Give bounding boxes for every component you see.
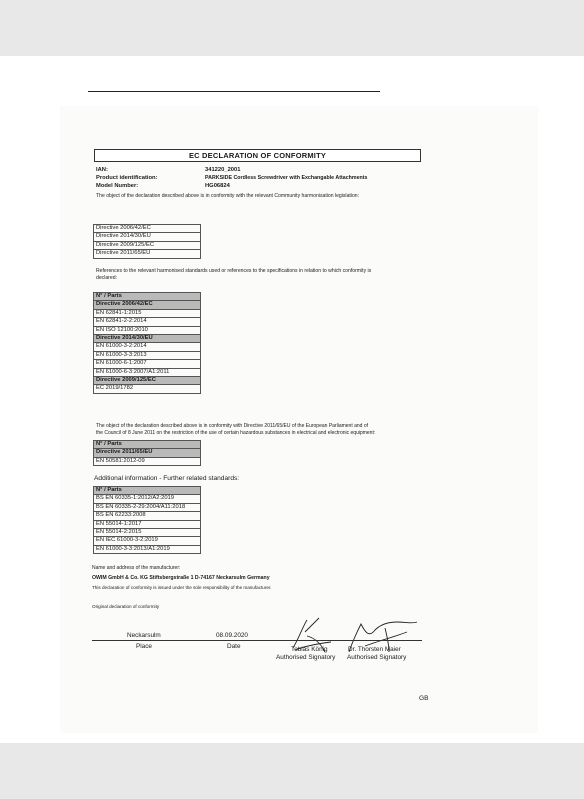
declaration-title: EC DECLARATION OF CONFORMITY xyxy=(188,151,327,160)
table-row xyxy=(94,351,201,359)
signatory-2-name: Dr. Thorsten Maier xyxy=(348,646,401,653)
table-header: N° / Parts xyxy=(94,487,201,495)
rohs-table xyxy=(93,440,201,466)
standard-cell: EN 55014-2:2015 xyxy=(94,529,201,537)
group-header: Directive 2006/42/EC xyxy=(94,301,201,309)
signature-rule xyxy=(92,640,422,641)
model-label: Model Number: xyxy=(96,183,139,189)
place-value: Neckarsulm xyxy=(127,632,161,639)
standard-cell: EN 61000-3-3:2013 xyxy=(94,351,201,359)
table-row xyxy=(94,250,201,258)
additional-info: Additional information - Further related standards: xyxy=(94,475,240,482)
signatory-2-role: Authorised Signatory xyxy=(347,654,407,661)
group-header: Directive 2009/125/EC xyxy=(94,377,201,385)
references-text-1: References to the relevant harmonised standards used or references to the specifications in relation to which conformity is xyxy=(96,268,372,274)
rohs-text-2: the Council of 8 June 2011 on the restriction of the use of certain hazardous substances in electrical and electronic equipment: xyxy=(96,430,376,436)
responsibility-text: This declaration of conformity is issued under the sole responsibility of the manufacturer. xyxy=(92,585,272,590)
manufacturer-value: OWIM GmbH & Co. KG Stiftsbergstraße 1 D-74167 Neckarsulm Germany xyxy=(92,575,270,581)
product-label: Product identification: xyxy=(96,175,158,181)
standard-cell: EN 61000-6-3:2007/A1:2011 xyxy=(94,368,201,376)
table-row xyxy=(94,368,201,376)
title-box xyxy=(94,149,421,162)
standard-cell: EN 62841-1:2015 xyxy=(94,309,201,317)
table-row xyxy=(94,225,201,233)
standard-cell: EN 62841-2-2:2014 xyxy=(94,318,201,326)
document-page xyxy=(0,56,584,743)
signatory-1-role: Authorised Signatory xyxy=(276,654,336,661)
table-header: N° / Parts xyxy=(94,293,201,301)
table-row xyxy=(94,360,201,368)
table-row xyxy=(94,529,201,537)
place-label: Place xyxy=(136,643,152,650)
directive-cell: Directive 2006/42/EC xyxy=(94,225,201,233)
table-row xyxy=(94,309,201,317)
standard-cell: EN 50581:2012-09 xyxy=(94,457,201,465)
group-header: Directive 2014/30/EU xyxy=(94,335,201,343)
directives-table xyxy=(93,224,201,259)
model-value: HG06824 xyxy=(205,183,230,189)
table-row xyxy=(94,377,201,385)
date-value: 08.09.2020 xyxy=(216,632,248,639)
references-text-2: declared: xyxy=(96,275,117,281)
table-row xyxy=(94,503,201,511)
table-row xyxy=(94,343,201,351)
related-standards-table xyxy=(93,486,201,554)
standard-cell: EC 2019/1782 xyxy=(94,385,201,393)
table-row xyxy=(94,385,201,393)
directive-cell: Directive 2014/30/EU xyxy=(94,233,201,241)
table-row xyxy=(94,233,201,241)
standard-cell: EN ISO 12100:2010 xyxy=(94,326,201,334)
table-row xyxy=(94,512,201,520)
table-row xyxy=(94,335,201,343)
signatory-1-name: Tobias König xyxy=(291,646,328,653)
table-row xyxy=(94,326,201,334)
table-row xyxy=(94,545,201,553)
original-text: Original declaration of conformity xyxy=(92,604,160,609)
standard-cell: EN 55014-1:2017 xyxy=(94,520,201,528)
manufacturer-label: Name and address of the manufacturer: xyxy=(92,565,181,571)
table-row xyxy=(94,318,201,326)
standard-cell: BS EN 60335-1:2012/A2:2019 xyxy=(94,495,201,503)
date-label: Date xyxy=(227,643,241,650)
table-row xyxy=(94,441,201,449)
table-row xyxy=(94,457,201,465)
standard-cell: EN 61000-3-2:2014 xyxy=(94,343,201,351)
object-text: The object of the declaration described above is in conformity with the relevant Community harmonisation legislation: xyxy=(96,193,360,199)
group-header: Directive 2011/65/EU xyxy=(94,449,201,457)
standard-cell: BS EN 60335-2-29:2004/A11:2018 xyxy=(94,503,201,511)
standard-cell: EN 61000-3-3:2013/A1:2019 xyxy=(94,545,201,553)
table-row xyxy=(94,520,201,528)
standard-cell: EN 61000-6-1:2007 xyxy=(94,360,201,368)
table-row xyxy=(94,293,201,301)
rohs-text-1: The object of the declaration described above is in conformity with Directive 2011/65/EU of the European Parliament and of xyxy=(96,423,369,429)
table-row xyxy=(94,537,201,545)
table-row xyxy=(94,241,201,249)
table-row xyxy=(94,487,201,495)
product-value: PARKSIDE Cordless Screwdriver with Exchangable Attachments xyxy=(205,175,368,181)
page-code: GB xyxy=(419,695,429,702)
standard-cell: EN IEC 61000-3-2:2019 xyxy=(94,537,201,545)
header-rule xyxy=(88,91,380,92)
standard-cell: BS EN 62233:2008 xyxy=(94,512,201,520)
directive-cell: Directive 2009/125/EC xyxy=(94,241,201,249)
standards-table xyxy=(93,292,201,394)
directive-cell: Directive 2011/65/EU xyxy=(94,250,201,258)
table-row xyxy=(94,495,201,503)
table-row xyxy=(94,301,201,309)
table-row xyxy=(94,449,201,457)
ian-label: IAN: xyxy=(96,167,108,173)
ian-value: 341220_2001 xyxy=(205,167,241,173)
table-header: N° / Parts xyxy=(94,441,201,449)
